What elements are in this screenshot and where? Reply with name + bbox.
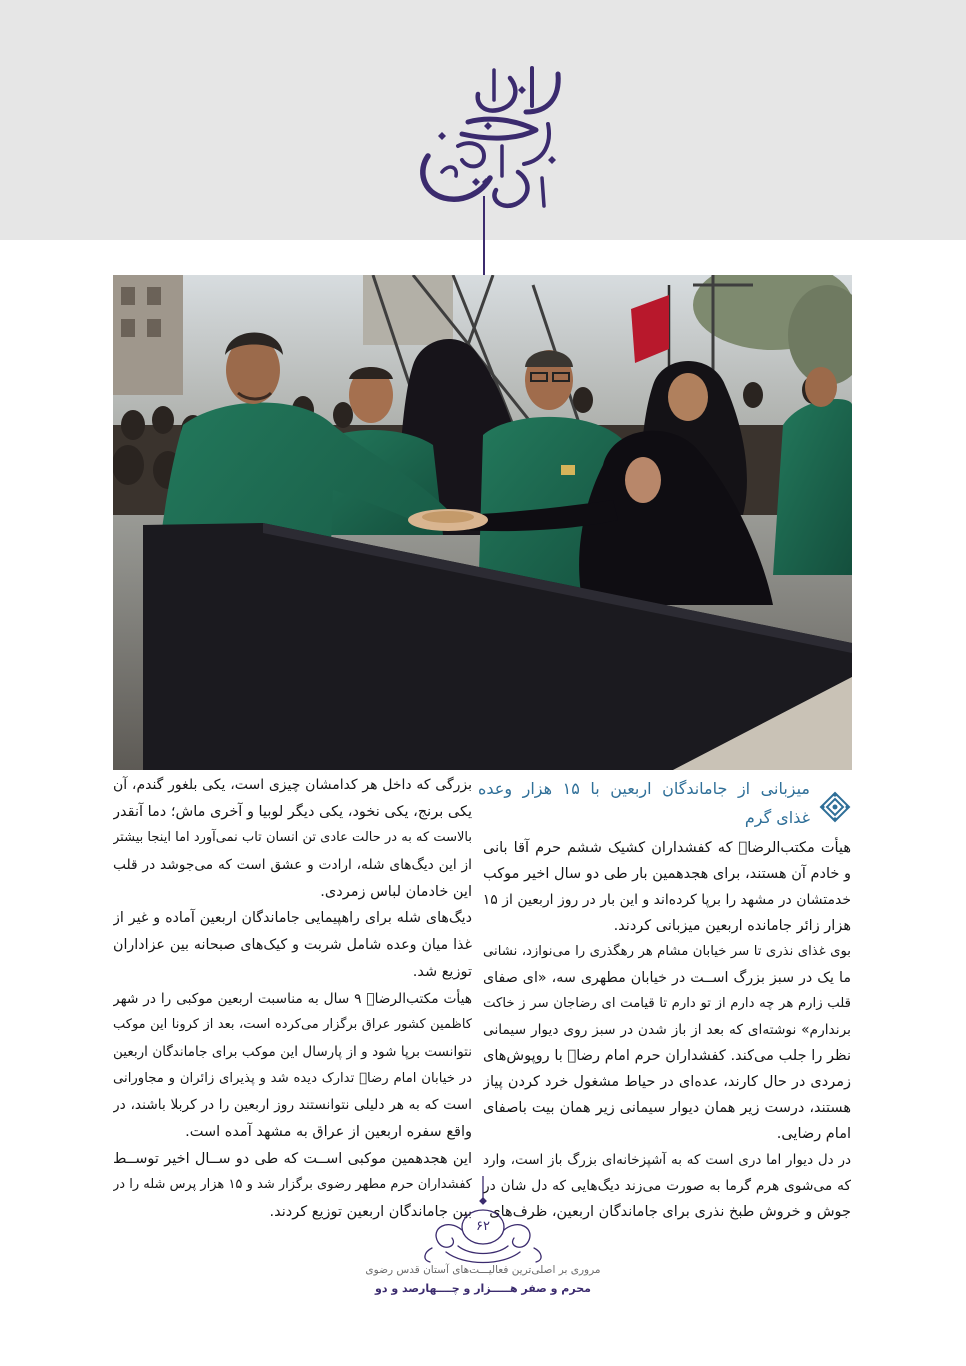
text-line: خدمتشان در مشهد را برپا کرده‌اند و این بار در روز اربعین از ۱۵ (483, 892, 851, 908)
paragraph (483, 835, 851, 939)
text-line: است که به هر دلیلی نتوانستند روز اربعین را در کربلا باشند، در (113, 1097, 472, 1114)
text-line: بالاست که به در حالت عادی تن انسان تاب نمی‌آورد اما اینجا بیشتر (113, 830, 472, 846)
paragraph (113, 772, 472, 905)
logo-connector-line (483, 196, 485, 278)
text-line: نتوانست برپا شود و از پارسال این موکب برای جاماندگان اربعین (113, 1043, 472, 1060)
text-line: امام رضایی. (776, 1126, 851, 1142)
text-line: توزیع شد. (412, 963, 472, 980)
paragraph (113, 905, 472, 985)
text-line: واقع سفره اربعین از عراق به مشهد آمده است. (185, 1123, 472, 1140)
text-line: این خادمان لباس زمردی. (320, 883, 472, 900)
event-photo (113, 275, 852, 770)
heading-line: غذای گرم (744, 808, 810, 827)
heading-line: میزبانی از جاماندگان اربعین با ۱۵ هزار وعده (478, 779, 810, 798)
food-plate (408, 509, 488, 531)
article-heading (478, 774, 810, 832)
text-line: از این دیگ‌های شله، ارادت و عشق است که می‌جوشد در قلب (113, 857, 472, 874)
text-line: که می‌شوی هرم گرما به صورت می‌زند دیگ‌هایی که دل شان در (483, 1178, 851, 1194)
text-line: دیگ‌های شله برای راهپیمایی جاماندگان اربعین آماده و غیر از (113, 910, 472, 927)
text-line: هزار زائر جامانده اربعین میزبانی کردند. (613, 918, 851, 934)
text-line: در خیابان امام رضاؑ تدارک دیده شد و پذیرای زائران و مجاورانی (113, 1070, 472, 1086)
text-line: قلب زارم هر چه دارم از تو دارم تا قیامت ای رضاجان سر ز خاکت (483, 996, 851, 1011)
text-line: جوش و خروش طبخ نذری برای جاماندگان اربعین، ظرف‌های (489, 1204, 851, 1220)
text-line: بوی غذای نذری تا سر خیابان مشام هر رهگذری را می‌نوازد، نشانی (483, 944, 851, 959)
paragraph (113, 986, 472, 1146)
paragraph (483, 939, 851, 1147)
calligraphy-logo (398, 60, 570, 212)
text-line: هیأت مکتب‌الرضاؑ که کفشداران کشیک ششم حرم آقا بانی (483, 840, 851, 856)
text-line: یکی برنج، یکی نخود، یکی دیگر لوبیا و آخری ماش؛ دما آنقدر (113, 803, 472, 820)
text-line: برندارم» نوشته‌ای که بعد از باز شدن در سبز روی دیوار سیمانی (483, 1022, 851, 1038)
text-line: نظر را جلب می‌کند. کفشداران حرم امام رضاؑ با روپوش‌های (483, 1048, 851, 1064)
right-column (483, 835, 851, 1225)
text-line: کفشداران حرم مطهر رضوی برگزار شد و ۱۵ هزار پرس شله را در (113, 1177, 472, 1193)
page-number: ۶۲ (476, 1219, 490, 1234)
text-line: در دل دیوار اما دری است که به آشپزخانه‌ای بزرگ باز است، وارد (483, 1152, 851, 1168)
text-line: بزرگی که داخل هر کدامشان چیزی است، یکی بلغور گندم، آن (113, 777, 472, 793)
ornament-icon (819, 791, 851, 823)
text-line: هیأت مکتب‌الرضاؑ ۹ سال به مناسبت اربعین موکبی را در شهر (113, 990, 472, 1007)
series-title: مروری بر اصلی‌ترین فعالیـــت‌های آستان قدس رضوی (365, 1264, 601, 1276)
left-column (113, 772, 472, 1226)
text-line: هستند، درست زیر همان دیوار سیمانی زیر همان بیت باصفای (483, 1100, 851, 1116)
text-line: این هجدهمین موکبی اســت که طی دو ســال اخیر توســط (113, 1150, 472, 1167)
event-photo-scene (113, 275, 852, 770)
text-line: و خادم آن هستند، برای هجدهمین بار طی دو سال اخیر موکب (483, 866, 851, 882)
text-line: ما یک در سبز بزرگ اســت در خیابان مطهری سه، «ای صفای (483, 970, 851, 986)
issue-date: محرم و صفر هـــــزار و چــــهارصد و دو (375, 1282, 591, 1295)
text-line: بین جاماندگان اربعین توزیع کردند. (269, 1204, 472, 1220)
text-line: کاظمین کشور عراق برگزار می‌کرده است، بعد از کرونا این موکب (113, 1017, 472, 1033)
text-line: زمردی در حال کارند، عده‌ای در حیاط مشغول خرد کردن پیاز (483, 1074, 851, 1090)
text-line: غذا میان وعده شامل شربت و کیک‌های صبحانه بین عزاداران (113, 937, 472, 954)
